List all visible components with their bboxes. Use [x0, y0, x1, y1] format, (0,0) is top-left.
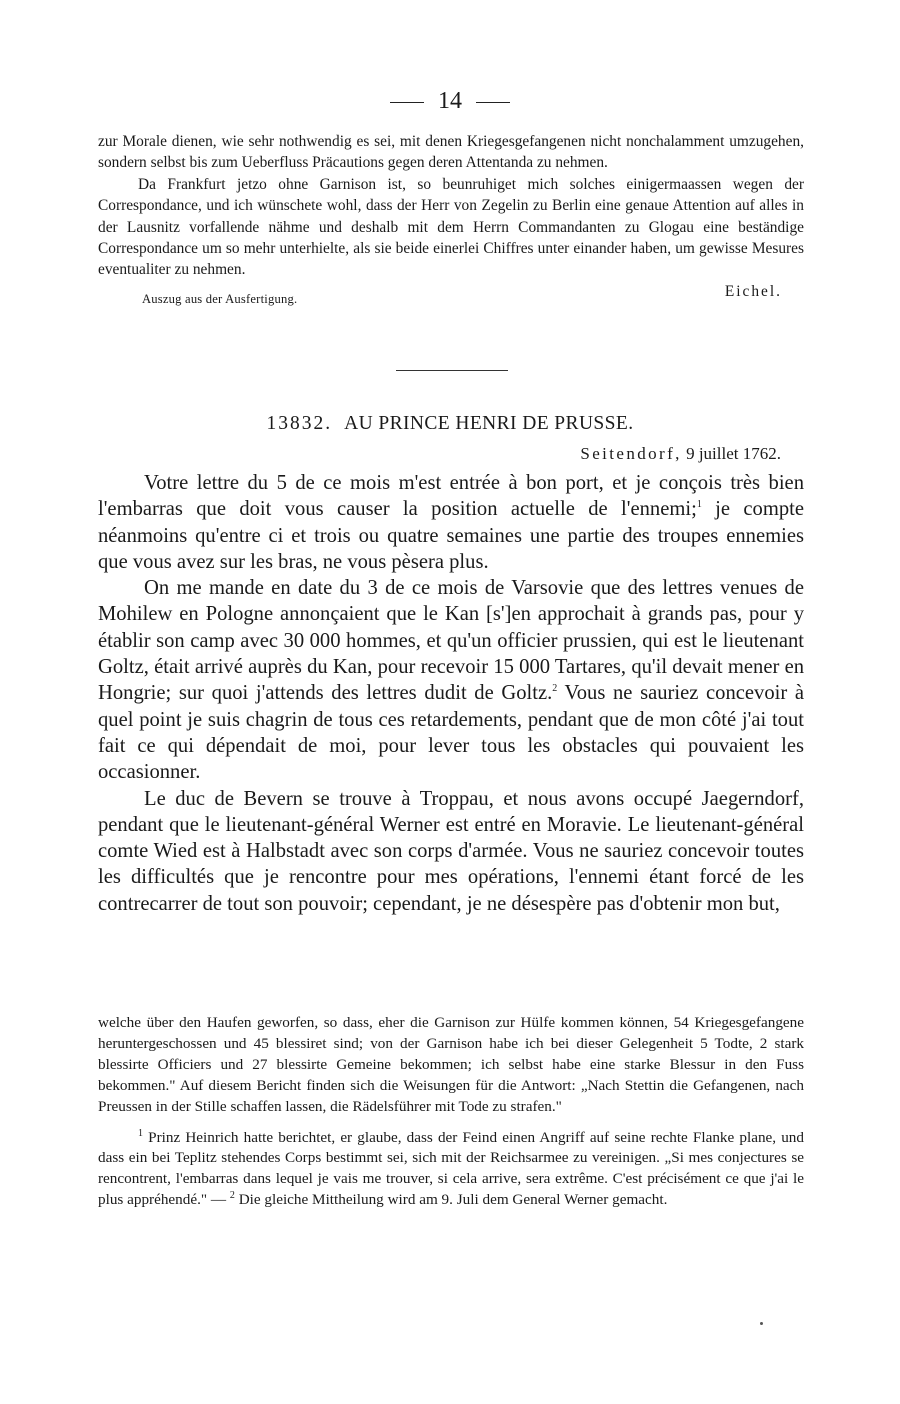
page-number-header	[0, 86, 900, 116]
footnote-1-text: Prinz Heinrich hatte berichtet, er glaube, dass der Feind einen Angriff auf seine rechte Flanke plane, und dass ein bei Teplitz stehendes Corps bestimmt sei, sich mit der Reichsarmee zu vereinigen. „Si mes conjectures se rencontrent, l'embarras dans lequel je vais me trouver, si cela arrive, sera extrême. C'est précisément ce que j'ai le plus appréhendé." —	[98, 1128, 804, 1209]
body-paragraph-2-text: On me mande en date du 3 de ce mois de Varsovie que des lettres venues de Mohilew en Pologne annonçaient que le Kan [s']en approchait à grands pas, pour y établir son camp avec 30 000 hommes, et qu'un officier prussien, qui est le lieutenant Goltz, était arrivé auprès du Kan, pour recevoir 15 000 Tartares, qu'il devait mener en Hongrie; sur quoi j'attends des lettres dudit de Goltz.	[98, 577, 804, 705]
letter-title: AU PRINCE HENRI DE PRUSSE.	[344, 413, 634, 434]
letter-heading	[0, 410, 900, 438]
continued-paragraph: zur Morale dienen, wie sehr nothwendig es sei, mit denen Kriegesgefangenen nicht nonchalamment umzugehen, sondern selbst bis zum Ueberfluss Präcautions gegen deren Attentanda zu nehmen.	[98, 133, 804, 172]
signature: Eichel.	[724, 282, 782, 300]
body-paragraph-2-text-cont: Vous ne sauriez concevoir à quel point je suis chagrin de tous ces retardements, pendant que de mon côté j'ai tout fait ce qui dépendait de moi, pour lever tous les obstacles qui pouvaient les occasionner.	[98, 682, 804, 784]
footnote-1-marker: 1	[138, 1127, 143, 1139]
header-rule-left	[390, 102, 424, 103]
body-paragraph-1-text: Votre lettre du 5 de ce mois m'est entrée à bon port, et je conçois très bien l'embarras que doit vous causer la position actuelle de l'ennemi;	[98, 472, 804, 521]
dateline	[580, 442, 781, 466]
body-paragraph-3: Le duc de Bevern se trouve à Troppau, et nous avons occupé Jaegerndorf, pendant que le lieutenant-général Werner est entré en Moravie. Le lieutenant-général comte Wied est à Halbstadt avec son corps d'armée. Vous ne sauriez concevoir toutes les difficultés que je rencontre pour mes opérations, l'ennemi étant forcé de les contrecarrer de tout son pouvoir; cependant, je ne désespère pas d'obtenir mon but,	[98, 787, 804, 915]
footnote-continuation: welche über den Haufen geworfen, so dass, eher die Garnison zur Hülfe kommen können, 54 Kriegesgefangene heruntergeschossen und 45 blessiret sind; von der Garnison habe ich bei dieser Gelegenheit 5 Todte, 2 stark blessirte Officiers und 27 blessirte Gemeine bekommen; ich selbst habe eine starke Blessur in den Fuss bekommen." Auf diesem Bericht finden sich die Weisungen für die Antwort: „Nach Stettin die Gefangenen, nach Preussen in der Stille schaffen lassen, die Rädelsführer mit Tode zu strafen."	[98, 1014, 804, 1115]
continued-text-block	[98, 131, 804, 309]
page-number: 14	[438, 88, 462, 114]
letter-body	[98, 470, 804, 917]
dateline-date: 9 juillet 1762.	[686, 444, 781, 463]
footnote-ref-2: 2	[552, 683, 558, 695]
footnotes	[98, 1013, 804, 1211]
body-paragraph-1	[98, 470, 804, 575]
footnote-ref-1: 1	[696, 499, 702, 511]
dateline-place: Seitendorf,	[580, 444, 682, 463]
frankfurt-paragraph: Da Frankfurt jetzo ohne Garnison ist, so beunruhiget mich solches einigermaassen wegen der Correspondance, und ich wünschete wohl, dass der Herr von Zegelin zu Berlin eine genaue Attention auf alles in der Lausnitz vorfallende nähme und deshalb mit dem Herrn Commandanten zu Glogau eine beständige Correspondance um so mehr unterhielte, als sie beide einerlei Chiffres unter einander haben, um gewisse Mesures eventualiter zu nehmen.	[98, 175, 804, 279]
ink-speck	[760, 1322, 763, 1325]
body-paragraph-1-text-cont: je compte néanmoins qu'entre ci et trois ou quatre semaines une partie des troupes ennemies que vous avez sur les bras, ne vous pèsera plus.	[98, 498, 804, 573]
source-note: Auszug aus der Ausfertigung.	[142, 291, 298, 306]
section-divider	[396, 370, 508, 371]
letter-number: 13832.	[266, 413, 333, 434]
footnote-1	[98, 1128, 804, 1212]
footnote-2-text: Die gleiche Mittheilung wird am 9. Juli dem General Werner gemacht.	[234, 1191, 668, 1209]
footnote-2-marker: 2	[229, 1190, 235, 1202]
header-rule-right	[476, 102, 510, 103]
body-paragraph-2	[98, 575, 804, 785]
signoff	[98, 281, 804, 309]
